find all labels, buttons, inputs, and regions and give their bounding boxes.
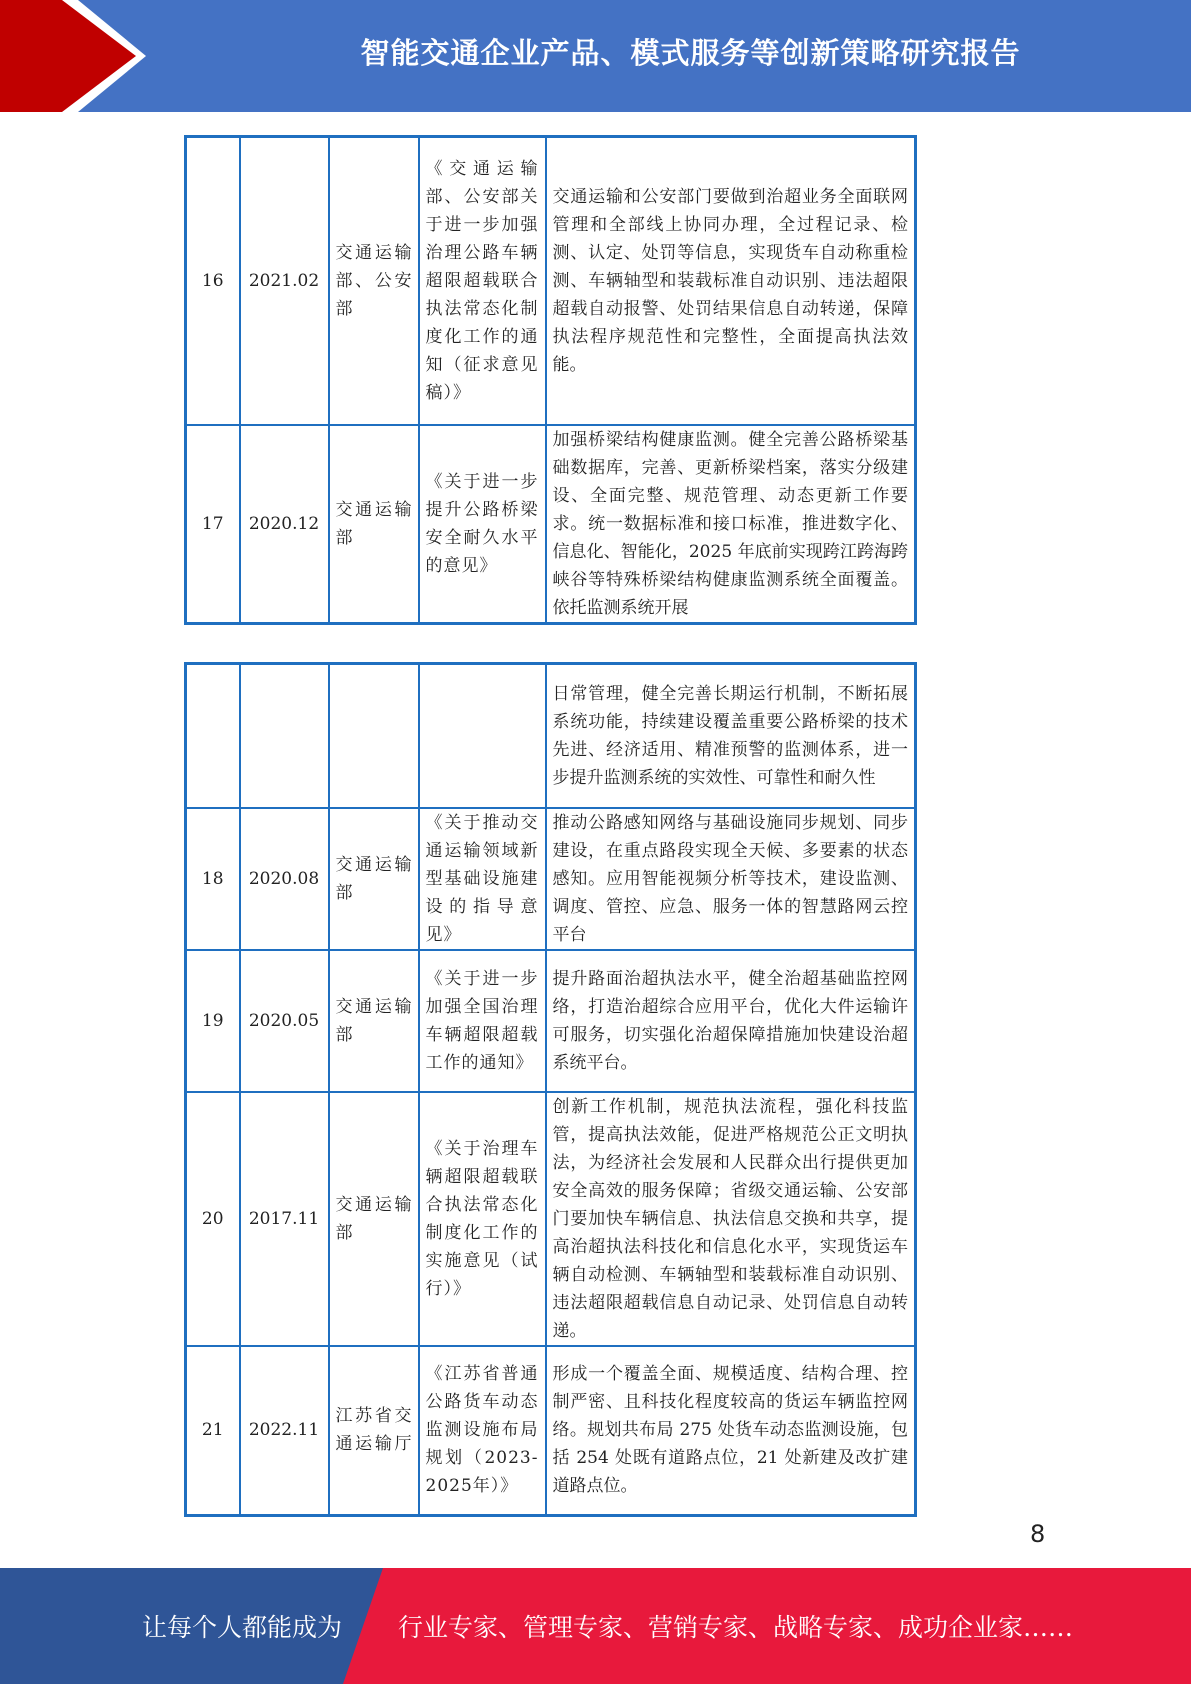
- row-department: 交通运输部: [329, 1092, 419, 1346]
- row-department: 交通运输部、公安部: [329, 137, 419, 425]
- row-number: 20: [186, 1092, 240, 1346]
- table-row: [186, 137, 916, 425]
- row-department: 交通运输部: [329, 950, 419, 1092]
- row-number: [186, 664, 240, 808]
- row-document: 《关于进一步提升公路桥梁安全耐久水平的意见》: [419, 425, 546, 624]
- row-content: 推动公路感知网络与基础设施同步规划、同步建设，在重点路段实现全天候、多要素的状态感知。应用智能视频分析等技术，建设监测、调度、管控、应急、服务一体的智慧路网云控平台: [546, 808, 916, 950]
- row-content: 提升路面治超执法水平，健全治超基础监控网络，打造治超综合应用平台，优化大件运输许可服务，切实强化治超保障措施加快建设治超系统平台。: [546, 950, 916, 1092]
- row-department: 交通运输部: [329, 808, 419, 950]
- page-number: 8: [1030, 1520, 1046, 1548]
- header-title: 智能交通企业产品、模式服务等创新策略研究报告: [360, 35, 1021, 70]
- row-number: 18: [186, 808, 240, 950]
- row-date: 2021.02: [240, 137, 329, 425]
- footer-slogan-right: 行业专家、管理专家、营销专家、战略专家、成功企业家……: [398, 1613, 1074, 1642]
- table-row: [186, 808, 916, 950]
- row-document: 《关于进一步加强全国治理车辆超限超载工作的通知》: [419, 950, 546, 1092]
- row-date: 2017.11: [240, 1092, 329, 1346]
- header-arrow-icon: [0, 0, 160, 112]
- row-department: [329, 664, 419, 808]
- table-row: [186, 664, 916, 808]
- page-header: [0, 0, 1191, 112]
- policy-table-part2: [184, 662, 917, 1517]
- row-number: 16: [186, 137, 240, 425]
- footer-slogan-left: 让每个人都能成为: [142, 1613, 343, 1642]
- page-footer: [0, 1568, 1191, 1684]
- row-document: 《江苏省普通公路货车动态监测设施布局规划（2023-2025年）》: [419, 1346, 546, 1516]
- row-document: 《关于推动交通运输领域新型基础设施建设的指导意见》: [419, 808, 546, 950]
- row-department: 江苏省交通运输厅: [329, 1346, 419, 1516]
- row-content: 形成一个覆盖全面、规模适度、结构合理、控制严密、且科技化程度较高的货运车辆监控网络。规划共布局 275 处货车动态监测设施，包括 254 处既有道路点位，21 处新建及改扩建道路点位。: [546, 1346, 916, 1516]
- row-document: 《交通运输部、公安部关于进一步加强治理公路车辆超限超载联合执法常态化制度化工作的通知（征求意见稿）》: [419, 137, 546, 425]
- row-content: 创新工作机制，规范执法流程，强化科技监管，提高执法效能，促进严格规范公正文明执法，为经济社会发展和人民群众出行提供更加安全高效的服务保障；省级交通运输、公安部门要加快车辆信息、执法信息交换和共享，提高治超执法科技化和信息化水平，实现货运车辆自动检测、车辆轴型和装载标准自动识别、违法超限超载信息自动记录、处罚信息自动转递。: [546, 1092, 916, 1346]
- row-document: [419, 664, 546, 808]
- row-number: 21: [186, 1346, 240, 1516]
- row-date: [240, 664, 329, 808]
- row-date: 2020.05: [240, 950, 329, 1092]
- table-row: [186, 1092, 916, 1346]
- row-date: 2020.08: [240, 808, 329, 950]
- row-content: 交通运输和公安部门要做到治超业务全面联网管理和全部线上协同办理，全过程记录、检测、认定、处罚等信息，实现货车自动称重检测、车辆轴型和装载标准自动识别、违法超限超载自动报警、处罚结果信息自动转递，保障执法程序规范性和完整性，全面提高执法效能。: [546, 137, 916, 425]
- row-number: 17: [186, 425, 240, 624]
- row-content: 加强桥梁结构健康监测。健全完善公路桥梁基础数据库，完善、更新桥梁档案，落实分级建设、全面完整、规范管理、动态更新工作要求。统一数据标准和接口标准，推进数字化、信息化、智能化，2025 年底前实现跨江跨海跨峡谷等特殊桥梁结构健康监测系统全面覆盖。依托监测系统开展: [546, 425, 916, 624]
- row-number: 19: [186, 950, 240, 1092]
- table-row: [186, 425, 916, 624]
- row-date: 2022.11: [240, 1346, 329, 1516]
- table-row: [186, 950, 916, 1092]
- row-document: 《关于治理车辆超限超载联合执法常态化制度化工作的实施意见（试行）》: [419, 1092, 546, 1346]
- policy-table-part1: [184, 135, 917, 625]
- table-row: [186, 1346, 916, 1516]
- row-date: 2020.12: [240, 425, 329, 624]
- row-department: 交通运输部: [329, 425, 419, 624]
- row-content: 日常管理，健全完善长期运行机制，不断拓展系统功能，持续建设覆盖重要公路桥梁的技术先进、经济适用、精准预警的监测体系，进一步提升监测系统的实效性、可靠性和耐久性: [546, 664, 916, 808]
